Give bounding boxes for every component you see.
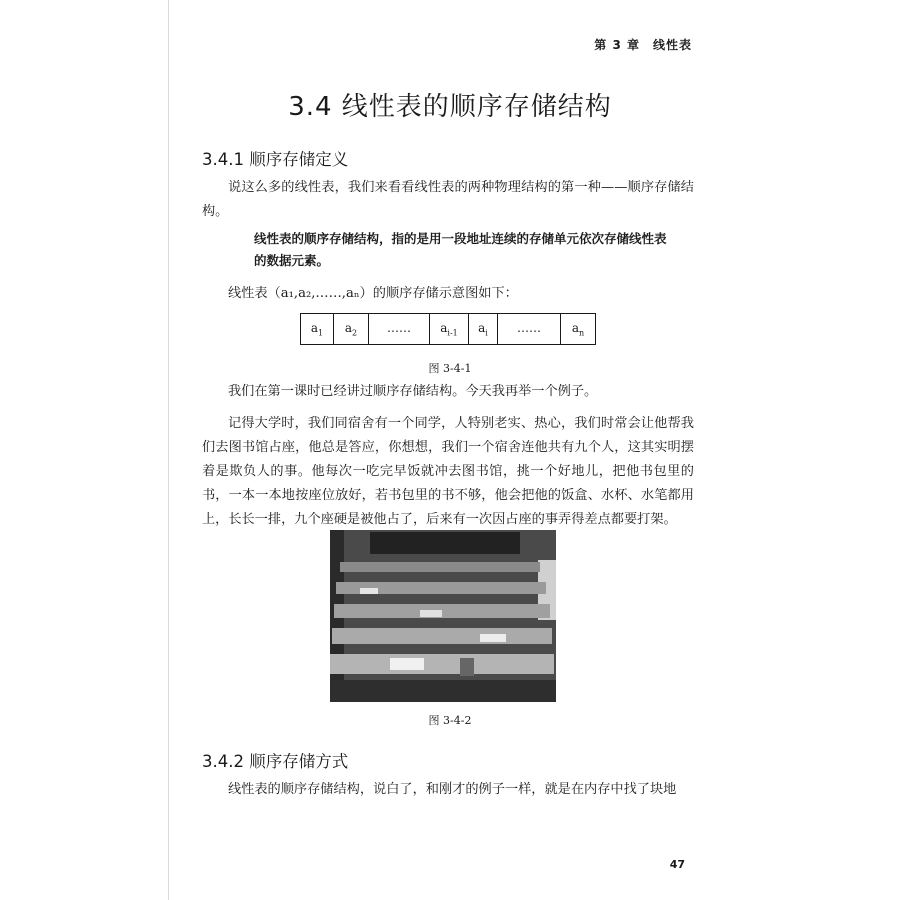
definition-callout: 线性表的顺序存储结构，指的是用一段地址连续的存储单元依次存储线性表的数据元素。 bbox=[254, 231, 667, 268]
paragraph-storage-method: 线性表的顺序存储结构，说白了，和刚才的例子一样，就是在内存中找了块地 bbox=[228, 782, 677, 797]
page-edge bbox=[168, 0, 169, 900]
subsection-heading-2: 3.4.2 顺序存储方式 bbox=[202, 752, 349, 771]
cell-ellipsis-2: …… bbox=[498, 314, 561, 345]
cell-ai: $a_i$ bbox=[469, 314, 498, 345]
cell-a1: $a_1$ bbox=[301, 314, 334, 345]
section-title: 3.4 线性表的顺序存储结构 bbox=[288, 92, 612, 122]
cell-ai-1: $a_{i-1}$ bbox=[430, 314, 469, 345]
cell-a2: $a_2$ bbox=[334, 314, 369, 345]
library-photo bbox=[330, 530, 556, 702]
intro-paragraph: 说这么多的线性表，我们来看看线性表的两种物理结构的第一种——顺序存储结构。 bbox=[202, 180, 694, 219]
cell-an: $a_n$ bbox=[561, 314, 596, 345]
paragraph-example-intro: 我们在第一课时已经讲过顺序存储结构。今天我再举一个例子。 bbox=[228, 384, 598, 399]
figure-caption-2: 图 3-4-2 bbox=[428, 714, 472, 727]
classroom-desks-image bbox=[330, 530, 556, 702]
paragraph-story: 记得大学时，我们同宿舍有一个同学，人特别老实、热心，我们时常会让他帮我们去图书馆占座，他总是答应，你想想，我们一个宿舍连他共有九个人，这其实明摆着是欺负人的事。他每次一吃完早饭就冲去图书馆，挑一个好地儿，把他书包里的书，一本一本地按座位放好，若书包里的书不够，他会把他的饭盒、水杯、水笔都用上，长长一排，九个座硬是被他占了，后来有一次因占座的事弄得差点都要打架。 bbox=[202, 416, 694, 527]
cell-ellipsis-1: …… bbox=[369, 314, 430, 345]
page-number: 47 bbox=[669, 858, 685, 871]
figure-caption-1: 图 3-4-1 bbox=[428, 362, 472, 375]
subsection-heading-1: 3.4.1 顺序存储定义 bbox=[202, 150, 349, 169]
diagram-lead: 线性表（a₁,a₂,……,aₙ）的顺序存储示意图如下： bbox=[228, 286, 518, 301]
running-head: 第 3 章 线性表 bbox=[594, 38, 692, 52]
sequence-diagram bbox=[300, 313, 596, 345]
